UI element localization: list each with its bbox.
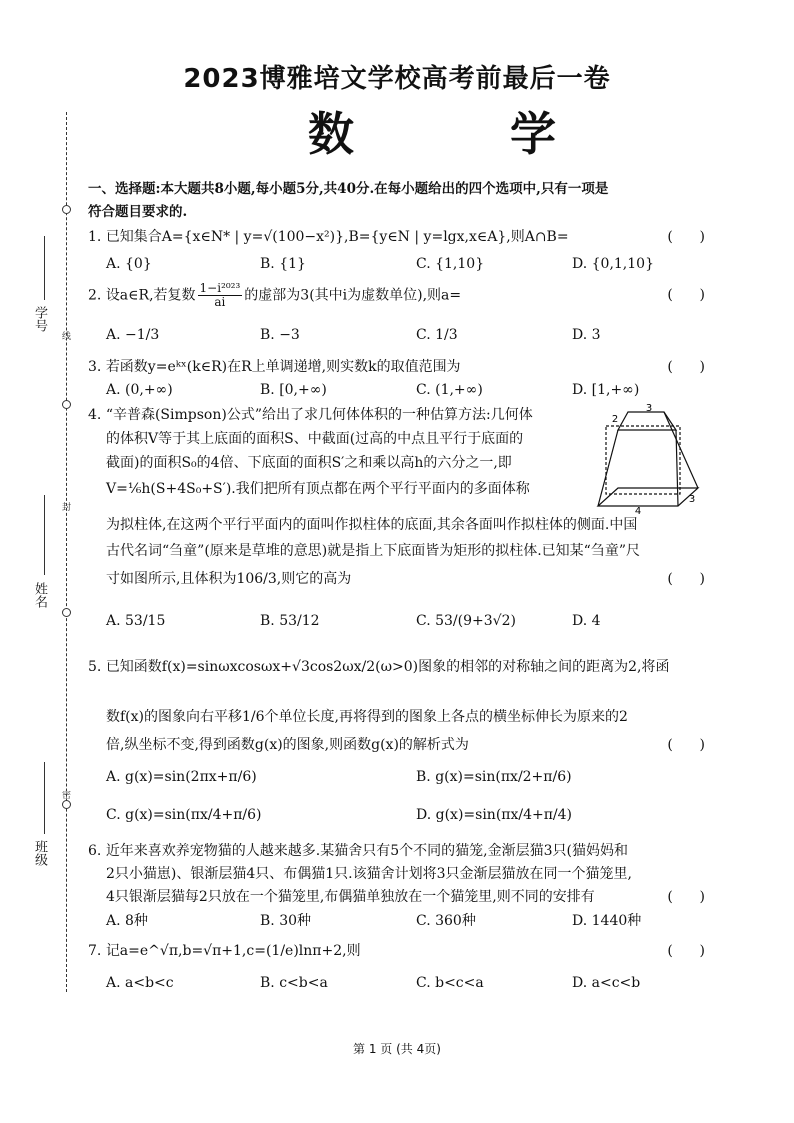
binding-hole bbox=[62, 800, 71, 809]
question-text: 的虚部为3(其中i为虚数单位),则a= bbox=[244, 287, 462, 304]
option-b[interactable]: B. −3 bbox=[260, 327, 300, 343]
question-7 bbox=[88, 940, 713, 996]
question-text: 已知函数f(x)=sinωxcosωx+√3cos2ωx/2(ω>0)图象的相邻的对称轴之间的距离为2,将函 bbox=[105, 659, 670, 675]
question-2 bbox=[88, 280, 713, 352]
option-b[interactable]: B. c<b<a bbox=[260, 975, 328, 991]
question-number: 1. bbox=[88, 229, 102, 245]
option-b[interactable]: B. 30种 bbox=[260, 913, 312, 929]
question-text: 记a=e^√π,b=√π+1,c=(1/e)lnπ+2,则 bbox=[105, 943, 361, 959]
option-c[interactable]: C. (1,+∞) bbox=[416, 382, 483, 398]
option-c[interactable]: C. g(x)=sin(πx/4+π/6) bbox=[106, 807, 262, 823]
answer-paren[interactable]: ( ) bbox=[667, 359, 705, 375]
figure-label-top-length: 3 bbox=[645, 403, 653, 414]
fraction-denominator: ai bbox=[214, 295, 226, 309]
option-a[interactable]: A. 8种 bbox=[106, 913, 148, 929]
option-c[interactable]: C. 1/3 bbox=[416, 327, 458, 343]
option-a[interactable]: A. (0,+∞) bbox=[106, 382, 173, 398]
question-number: 4. bbox=[88, 407, 102, 423]
option-a[interactable]: A. a<b<c bbox=[106, 975, 174, 991]
question-text: 的体积V等于其上底面的面积S、中截面(过高的中点且平行于底面的 bbox=[106, 431, 524, 447]
option-c[interactable]: C. 360种 bbox=[416, 913, 476, 929]
question-text: 数f(x)的图象向右平移1/6个单位长度,再将得到的图象上各点的横坐标伸长为原来的2 bbox=[106, 709, 628, 725]
name-label: 姓名 bbox=[32, 582, 47, 608]
option-a[interactable]: A. 53/15 bbox=[106, 613, 166, 629]
binding-hole bbox=[62, 205, 71, 214]
option-a[interactable]: A. {0} bbox=[106, 256, 152, 272]
question-text: 已知集合A={x∈N* | y=√(100−x²)},B={y∈N | y=lgx,x∈A},则A∩B= bbox=[105, 229, 569, 245]
option-c[interactable]: C. {1,10} bbox=[416, 256, 485, 272]
answer-paren[interactable]: ( ) bbox=[667, 287, 705, 303]
option-c[interactable]: C. 53/(9+3√2) bbox=[416, 613, 516, 629]
answer-paren[interactable]: ( ) bbox=[667, 229, 705, 245]
option-b[interactable]: B. 53/12 bbox=[260, 613, 320, 629]
question-text: 古代名词“刍童”(原来是草堆的意思)就是指上下底面皆为矩形的拟柱体.已知某“刍童”尺 bbox=[106, 543, 641, 559]
question-number: 2. bbox=[88, 287, 102, 304]
binding-marker: 密 bbox=[62, 791, 72, 801]
answer-paren[interactable]: ( ) bbox=[667, 737, 705, 753]
figure-label-bottom-length: 4 bbox=[634, 506, 642, 514]
option-b[interactable]: B. g(x)=sin(πx/2+π/6) bbox=[416, 769, 572, 785]
option-d[interactable]: D. 3 bbox=[572, 327, 601, 343]
question-text: 近年来喜欢养宠物猫的人越来越多.某猫舍只有5个不同的猫笼,金渐层猫3只(猫妈妈和 bbox=[105, 843, 628, 859]
frustum-figure bbox=[594, 402, 706, 514]
question-text: 倍,纵坐标不变,得到函数g(x)的图象,则函数g(x)的解析式为 bbox=[106, 737, 469, 753]
figure-label-bottom-width: 3 bbox=[688, 494, 696, 505]
question-text: 2只小猫崽)、银渐层猫4只、布偶猫1只.该猫舍计划将3只金渐层猫放在同一个猫笼里, bbox=[106, 866, 632, 882]
exam-title: 2023博雅培文学校高考前最后一卷 bbox=[183, 64, 611, 94]
option-d[interactable]: D. 4 bbox=[572, 613, 601, 629]
option-d[interactable]: D. a<c<b bbox=[572, 975, 641, 991]
option-d[interactable]: D. [1,+∞) bbox=[572, 382, 640, 398]
binding-hole bbox=[62, 400, 71, 409]
frustum-edge bbox=[598, 430, 618, 506]
section-heading-line: 一、选择题:本大题共8小题,每小题5分,共40分.在每小题给出的四个选项中,只有一项是 bbox=[88, 181, 609, 197]
option-b[interactable]: B. [0,+∞) bbox=[260, 382, 327, 398]
class-field[interactable] bbox=[44, 762, 45, 834]
question-number: 3. bbox=[88, 359, 102, 375]
subject-title: 数 学 bbox=[307, 107, 626, 161]
answer-paren[interactable]: ( ) bbox=[667, 943, 705, 959]
question-text: 为拟柱体,在这两个平行平面内的面叫作拟柱体的底面,其余各面叫作拟柱体的侧面.中国 bbox=[106, 517, 638, 533]
question-3 bbox=[88, 356, 713, 402]
student-id-label: 学号 bbox=[32, 306, 47, 332]
question-text: 截面)的面积S₀的4倍、下底面的面积S′之和乘以高h的六分之一,即 bbox=[106, 455, 512, 471]
name-field[interactable] bbox=[44, 495, 45, 575]
class-label: 班级 bbox=[32, 840, 47, 866]
answer-paren[interactable]: ( ) bbox=[667, 889, 705, 905]
question-5 bbox=[88, 656, 713, 828]
option-c[interactable]: C. b<c<a bbox=[416, 975, 484, 991]
question-1 bbox=[88, 226, 713, 276]
binding-dashed-line bbox=[66, 112, 67, 992]
page-footer: 第 1 页 (共 4页) bbox=[353, 1042, 441, 1056]
option-a[interactable]: A. g(x)=sin(2πx+π/6) bbox=[106, 769, 257, 785]
frustum-edge bbox=[664, 412, 698, 488]
figure-label-top-width: 2 bbox=[611, 414, 619, 425]
question-number: 6. bbox=[88, 843, 102, 859]
answer-paren[interactable]: ( ) bbox=[667, 571, 705, 587]
option-d[interactable]: D. {0,1,10} bbox=[572, 256, 654, 272]
frustum-top-face bbox=[618, 412, 676, 430]
fraction bbox=[198, 282, 243, 309]
question-text: “辛普森(Simpson)公式”给出了求几何体体积的一种估算方法:几何体 bbox=[105, 407, 533, 423]
student-id-field[interactable] bbox=[44, 236, 45, 300]
section-heading bbox=[88, 178, 713, 224]
question-number: 7. bbox=[88, 943, 102, 959]
question-text: V=⅙h(S+4S₀+S′).我们把所有顶点都在两个平行平面内的多面体称 bbox=[106, 481, 530, 497]
frustum-bottom-face bbox=[598, 488, 698, 506]
binding-marker: 封 bbox=[62, 503, 72, 513]
fraction-numerator: 1−i²⁰²³ bbox=[199, 281, 241, 295]
question-text: 寸如图所示,且体积为106/3,则它的高为 bbox=[106, 571, 352, 587]
frustum-back-face bbox=[606, 426, 680, 494]
section-heading-line: 符合题目要求的. bbox=[88, 204, 188, 220]
question-text: 4只银渐层猫每2只放在一个猫笼里,布偶猫单独放在一个猫笼里,则不同的安排有 bbox=[106, 889, 595, 905]
binding-hole bbox=[62, 608, 71, 617]
binding-marker: 线 bbox=[62, 332, 72, 342]
question-text: 设a∈R,若复数 bbox=[105, 287, 196, 304]
option-b[interactable]: B. {1} bbox=[260, 256, 306, 272]
question-6 bbox=[88, 840, 713, 936]
question-text: 若函数y=eᵏˣ(k∈R)在R上单调递增,则实数k的取值范围为 bbox=[105, 359, 461, 375]
option-a[interactable]: A. −1/3 bbox=[106, 327, 160, 343]
question-number: 5. bbox=[88, 659, 102, 675]
option-d[interactable]: D. 1440种 bbox=[572, 913, 642, 929]
option-d[interactable]: D. g(x)=sin(πx/4+π/4) bbox=[416, 807, 573, 823]
